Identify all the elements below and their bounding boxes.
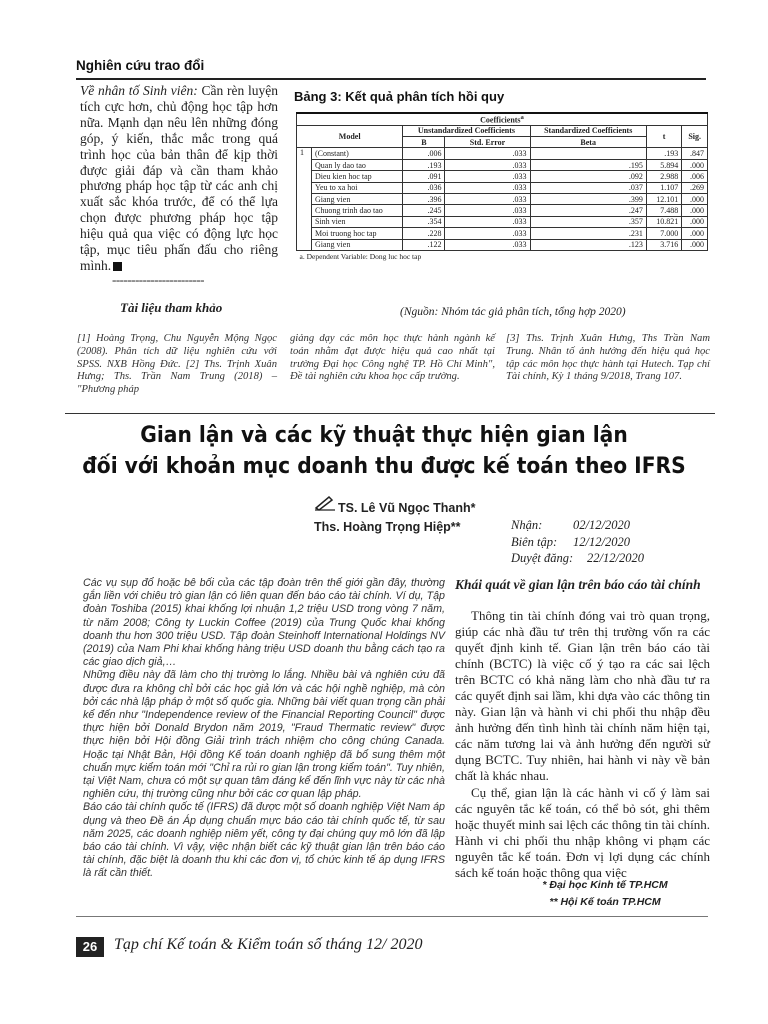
table-row bbox=[297, 194, 708, 205]
header-rule bbox=[76, 78, 706, 80]
cell-b: .036 bbox=[403, 182, 445, 193]
cell-beta: .037 bbox=[530, 182, 646, 193]
table-row bbox=[297, 171, 708, 182]
table-title: Bảng 3: Kết quả phân tích hồi quy bbox=[294, 89, 505, 104]
table-row bbox=[297, 148, 708, 159]
pen-icon bbox=[314, 495, 336, 511]
reference-1: [1] Hoàng Trọng, Chu Nguyễn Mộng Ngọc (2008). Phân tích dữ liệu nghiên cứu với SPSS. NXB Hồng Đức. [2] Ths. Trịnh Xuân Hưng; Ths. Trần Nam Trung (2018) – "Phương pháp bbox=[77, 333, 277, 396]
page-number: 26 bbox=[76, 937, 104, 957]
col-standardized: Standardized Coefficients bbox=[530, 125, 646, 136]
cell-std-error: .033 bbox=[445, 194, 530, 205]
cell-sig: .269 bbox=[682, 182, 708, 193]
article-title-line-1: Gian lận và các kỹ thuật thực hiện gian lận bbox=[140, 423, 628, 448]
table-row bbox=[297, 159, 708, 170]
cell-sig: .000 bbox=[682, 239, 708, 250]
cell-t: 3.716 bbox=[646, 239, 681, 250]
cell-sig: .000 bbox=[682, 228, 708, 239]
body-paragraph-1: Thông tin tài chính đóng vai trò quan trọng, giúp các nhà đầu tư trên thị trường vốn ra các quyết định kinh tế. Gian lận trên báo cáo tài chính (BCTC) là việc cố ý tạo ra các sai lệch trên BCTC có khả năng làm cho nhà đầu tư ra các quyết định sai lầm, khi dựa vào các thông tin này. Gian lận và hành vi chi phối thu nhập đều ảnh hưởng đến tình hình tài chính năm hiện tại, các năm tương lai và ảnh hưởng đến người sử dụng BCTC. Tuy nhiên, hai hành vi này về bản chất là khác nhau. bbox=[455, 608, 710, 784]
cell-variable: Quan ly dao tao bbox=[312, 159, 403, 170]
cell-beta: .195 bbox=[530, 159, 646, 170]
authors bbox=[314, 499, 476, 537]
cell-variable: Giang vien bbox=[312, 194, 403, 205]
table-row bbox=[297, 182, 708, 193]
cell-t: 1.107 bbox=[646, 182, 681, 193]
cell-t: 7.488 bbox=[646, 205, 681, 216]
cell-b: .091 bbox=[403, 171, 445, 182]
cell-beta: .357 bbox=[530, 216, 646, 227]
cell-beta: .399 bbox=[530, 194, 646, 205]
cell-sig: .000 bbox=[682, 216, 708, 227]
cell-std-error: .033 bbox=[445, 171, 530, 182]
cell-variable: Sinh vien bbox=[312, 216, 403, 227]
cell-variable: Yeu to xa hoi bbox=[312, 182, 403, 193]
footer-rule bbox=[76, 916, 708, 917]
cell-std-error: .033 bbox=[445, 148, 530, 159]
approved-date: 22/12/2020 bbox=[587, 551, 644, 565]
regression-table bbox=[296, 112, 708, 299]
article-divider bbox=[65, 413, 715, 414]
cell-t: 5.894 bbox=[646, 159, 681, 170]
cell-variable: Dieu kien hoc tap bbox=[312, 171, 403, 182]
cell-variable: (Constant) bbox=[312, 148, 403, 159]
section-heading: Nghiên cứu trao đổi bbox=[76, 58, 205, 73]
cell-sig: .000 bbox=[682, 194, 708, 205]
reference-3: [3] Ths. Trịnh Xuân Hưng, Ths Trần Nam Trung. Nhân tố ảnh hưởng đến hiệu quả học tập các môn học thực hành tại Hutech. Tạp chí Tài chính, Kỳ 1 tháng 9/2018, Trang 107. bbox=[506, 333, 710, 383]
cell-b: .122 bbox=[403, 239, 445, 250]
cell-b: .006 bbox=[403, 148, 445, 159]
affiliations bbox=[500, 877, 710, 911]
article-title bbox=[31, 420, 738, 482]
reference-2: giảng dạy các môn học thực hành ngành kế toán nhằm đạt được hiệu quả cao nhất tại trường Đại học Công nghệ TP. Hồ Chí Minh", Đề tài nghiên cứu khoa học cấp trường. bbox=[290, 333, 495, 383]
edited-date: 12/12/2020 bbox=[573, 534, 630, 549]
col-unstandardized: Unstandardized Coefficients bbox=[403, 125, 530, 136]
cell-std-error: .033 bbox=[445, 205, 530, 216]
table-source: (Nguồn: Nhóm tác giả phân tích, tổng hợp 2020) bbox=[400, 306, 626, 318]
end-mark-icon bbox=[113, 262, 122, 271]
col-model: Model bbox=[297, 125, 403, 148]
author-2: Ths. Hoàng Trọng Hiệp** bbox=[314, 520, 461, 534]
cell-b: .354 bbox=[403, 216, 445, 227]
cell-beta: .092 bbox=[530, 171, 646, 182]
edited-label: Biên tập: bbox=[511, 534, 558, 549]
cell-variable: Chuong trinh dao tao bbox=[312, 205, 403, 216]
publication-dates bbox=[511, 517, 644, 567]
cell-sig: .847 bbox=[682, 148, 708, 159]
table-row bbox=[297, 205, 708, 216]
abstract bbox=[83, 577, 445, 881]
model-number: 1 bbox=[297, 148, 312, 251]
table-footnote: a. Dependent Variable: Dong luc hoc tap bbox=[297, 250, 708, 261]
separator: ------------------------ bbox=[112, 272, 204, 287]
col-sig: Sig. bbox=[682, 125, 708, 148]
cell-t: 10.821 bbox=[646, 216, 681, 227]
cell-beta: .247 bbox=[530, 205, 646, 216]
affiliation-2: ** Hội Kế toán TP.HCM bbox=[549, 896, 661, 908]
cell-std-error: .033 bbox=[445, 239, 530, 250]
abstract-paragraph-2: Những điều này đã làm cho thị trường lo lắng. Nhiều bài và nghiên cứu đã được đưa ra không chỉ bởi các học giả lớn và các hội nghề nghiệp, mà còn bởi các nhà lập pháp ở một số quốc gia. Những bài viết quan trọng cần phải kể đến như "Independence review of the Financial Reporting Council" được thực hiện bởi Donald Brydon năm 2019, "Fraud Thermatic review" được thực hiện bởi Hội đồng Giải trình trách nhiệm cho công chúng Canada. Hoặc tại Nhật Bản, Hội đồng Kế toán doanh nghiệp đã bổ sung thêm một chuẩn mực kiểm toán mới "Chỉ ra rủi ro gian lận trong kiểm toán". Tuy nhiên, tại Việt Nam, chưa có một sự quan tâm đáng kể đến lĩnh vực này từ các nhà nghiên cứu, thị trường cũng như bởi các cơ quan lập pháp. bbox=[83, 669, 445, 801]
received-label: Nhận: bbox=[511, 518, 543, 532]
conclusion-paragraph bbox=[80, 83, 278, 274]
cell-b: .228 bbox=[403, 228, 445, 239]
table-row bbox=[297, 239, 708, 250]
abstract-paragraph-3: Báo cáo tài chính quốc tế (IFRS) đã được một số doanh nghiệp Việt Nam áp dụng và theo Đề án Áp dụng chuẩn mực báo cáo tài chính quốc tế, từ sau năm 2025, các doanh nghiệp niêm yết, công ty đại chúng quy mô lớn đã lập báo cáo tài chính. Vì vậy, việc nhận biết các kỹ thuật gian lận trên báo cáo tài chính, đặc biệt là doanh thu khi các đơn vị, tổ chức kinh tế áp dụng IFRS là rất cần thiết. bbox=[83, 801, 445, 880]
cell-std-error: .033 bbox=[445, 159, 530, 170]
body-paragraph-2: Cụ thể, gian lận là các hành vi cố ý làm sai các nguyên tắc kế toán, có thể bỏ sót, ghi thêm hoặc thuyết minh sai lệch các thông tin tài chính. Hành vi chi phối thu nhập không vi phạm các nguyên tắc kế toán. Đơn vị lợi dụng các chính sách kế toán hoặc thông qua việc bbox=[455, 784, 710, 880]
cell-std-error: .033 bbox=[445, 216, 530, 227]
col-beta: Beta bbox=[530, 137, 646, 148]
conclusion-lead: Về nhân tố Sinh viên: bbox=[80, 83, 198, 98]
cell-variable: Moi truong hoc tap bbox=[312, 228, 403, 239]
table-row bbox=[297, 228, 708, 239]
journal-name: Tạp chí Kế toán & Kiểm toán số tháng 12/ 2020 bbox=[114, 936, 423, 953]
cell-t: 7.000 bbox=[646, 228, 681, 239]
body-text bbox=[455, 608, 710, 881]
cell-std-error: .033 bbox=[445, 182, 530, 193]
cell-sig: .006 bbox=[682, 171, 708, 182]
cell-t: .193 bbox=[646, 148, 681, 159]
article-title-line-2: đối với khoản mục doanh thu được kế toán theo IFRS bbox=[82, 454, 686, 479]
abstract-paragraph-1: Các vụ sụp đổ hoặc bê bối của các tập đoàn trên thế giới gần đây, thường gắn liền với chiêu trò gian lận có liên quan đến báo cáo tài chính. Ví dụ, Tập đoàn Toshiba (2015) khai khống lợi nhuận 1,2 triệu USD trong vòng 7 năm, từ năm 2008; Công ty Luckin Coffee (2019) của Trung Quốc khai khống doanh thu hơn 300 triệu USD. Tập đoàn Steinhoff International Holdings NV (2019) của Nam Phi khai khống hàng triệu USD doanh thu bằng cách tạo ra các giao dịch giả,… bbox=[83, 577, 445, 669]
table-caption: Coefficients$^a$ bbox=[297, 113, 708, 125]
cell-sig: .000 bbox=[682, 159, 708, 170]
cell-sig: .000 bbox=[682, 205, 708, 216]
cell-t: 2.988 bbox=[646, 171, 681, 182]
approved-label: Duyệt đăng: bbox=[511, 551, 574, 565]
cell-std-error: .033 bbox=[445, 228, 530, 239]
col-std-error: Std. Error bbox=[445, 137, 530, 148]
table-row bbox=[297, 216, 708, 227]
col-b: B bbox=[403, 137, 445, 148]
cell-b: .245 bbox=[403, 205, 445, 216]
cell-variable: Giang vien bbox=[312, 239, 403, 250]
cell-b: .396 bbox=[403, 194, 445, 205]
author-1: TS. Lê Vũ Ngọc Thanh* bbox=[338, 501, 476, 515]
col-t: t bbox=[646, 125, 681, 148]
cell-beta: .123 bbox=[530, 239, 646, 250]
cell-beta bbox=[530, 148, 646, 159]
references-heading: Tài liệu tham khảo bbox=[120, 300, 223, 315]
cell-t: 12.101 bbox=[646, 194, 681, 205]
affiliation-1: * Đại học Kinh tế TP.HCM bbox=[542, 879, 668, 891]
section-subheading: Khái quát về gian lận trên báo cáo tài chính bbox=[455, 577, 701, 592]
cell-b: .193 bbox=[403, 159, 445, 170]
cell-beta: .231 bbox=[530, 228, 646, 239]
conclusion-text: Cần rèn luyện tích cực hơn, chủ động học tập hơn nữa. Mạnh dạn nêu lên những đóng góp, ý kiến, thắc mắc trong quá trình học của bản thân để kịp thời được giải đáp và cần tham khảo phương pháp học tập từ các anh chị xuất sắc khóa trước, để có thể lựa chọn được phương pháp học tập hiệu quả qua việc có động lực học tập, mục tiêu phấn đấu cho riêng mình. bbox=[80, 83, 278, 273]
received-date: 02/12/2020 bbox=[573, 518, 630, 532]
